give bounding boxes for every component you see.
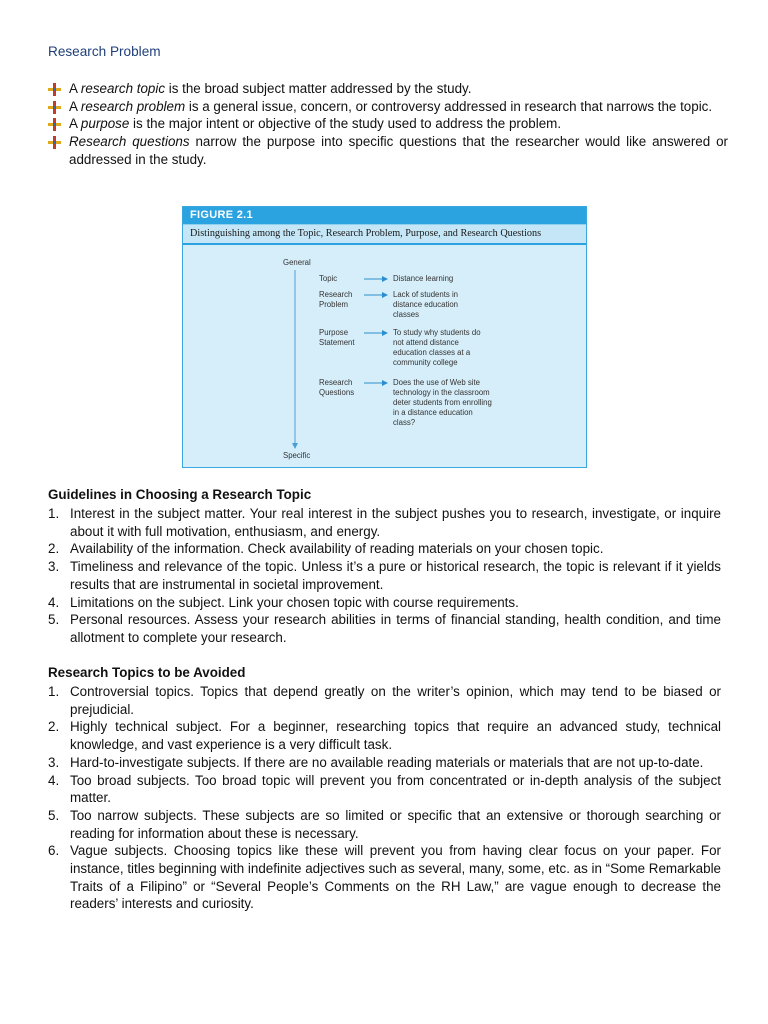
list-item: 2. Highly technical subject. For a beginner, researching topics that require an advanced study, technical knowledge, and vast experience is a very difficult task. (48, 719, 721, 753)
pushpin-icon (48, 83, 61, 96)
term: research topic (80, 81, 166, 96)
list-item: 5. Too narrow subjects. These subjects are so limited or specific that an extensive or thorough searching or reading for information about these is necessary. (48, 807, 721, 841)
figure-label: FIGURE 2.1 (183, 207, 586, 224)
row-description: Lack of students in distance education classes (393, 290, 459, 319)
section-title: Research Problem (48, 44, 161, 59)
list-item: 2. Availability of the information. Check availability of reading materials on your chosen topic. (48, 541, 604, 557)
list-item: A research problem is a general issue, concern, or controversy addressed in research that narrows the topic. (48, 98, 728, 116)
row-term: Topic (319, 274, 338, 283)
list-item: 3. Timeliness and relevance of the topic. Unless it’s a pure or historical research, the topic is relevant if it yields results that are instrumental in societal improvement. (48, 559, 721, 592)
list-item: 5. Personal resources. Assess your research abilities in terms of financial standing, health condition, and time allotment to complete your research. (48, 612, 721, 645)
term: research problem (80, 98, 186, 114)
guidelines-heading: Guidelines in Choosing a Research Topic (48, 487, 312, 502)
list-item: A purpose is the major intent or objective of the study used to address the problem. (48, 115, 728, 133)
pushpin-icon (48, 118, 61, 131)
row-description: Distance learning (393, 274, 454, 283)
row-term: Purpose Statement (319, 328, 355, 347)
definition-list (48, 80, 728, 169)
row-description: To study why students do not attend distance education classes at a community college (393, 328, 481, 367)
general-label: General (283, 258, 311, 267)
guidelines-list (48, 505, 721, 647)
figure-caption: Distinguishing among the Topic, Research Problem, Purpose, and Research Questions (183, 224, 586, 245)
figure-box (182, 206, 587, 468)
list-item: 3. Hard-to-investigate subjects. If there are no available reading materials or materials that are not up-to-date. (48, 754, 704, 770)
list-item: 1. Interest in the subject matter. Your real interest in the subject pushes you to research, investigate, or inquire about it with full motivation, enthusiasm, and energy. (48, 506, 721, 539)
list-item: Research questions narrow the purpose into specific questions that the researcher would like answered or addressed in the study. (48, 133, 728, 168)
list-item: 4. Limitations on the subject. Link your chosen topic with course requirements. (48, 594, 519, 610)
list-item: 4. Too broad subjects. Too broad topic will prevent you from concentrated or in-depth analysis of the subject matter. (48, 772, 721, 806)
avoid-list (48, 683, 721, 913)
list-item: A research topic is the broad subject matter addressed by the study. (48, 80, 728, 98)
diagram-lines (183, 245, 586, 467)
row-term: Research Problem (319, 290, 353, 309)
row-term: Research Questions (319, 378, 355, 397)
pushpin-icon (48, 101, 61, 114)
term: Research questions (69, 134, 190, 150)
specific-label: Specific (283, 451, 311, 460)
term: purpose (80, 116, 130, 132)
row-description: Does the use of Web site technology in the classroom deter students from enrolling in a distance education class? (393, 378, 492, 427)
avoid-heading: Research Topics to be Avoided (48, 665, 246, 680)
list-item: 1. Controversial topics. Topics that depend greatly on the writer’s opinion, which may tend to be biased or prejudicial. (48, 684, 721, 717)
list-item: 6. Vague subjects. Choosing topics like these will prevent you from having clear focus on your paper. For instance, titles beginning with indefinite adjectives such as several, many, some, etc. as in “Some Remarkable Traits of a Filipino” or “Several People’s Comments on the RH Law,” are vague enough to decrease the readers’ interests and curiosity. (48, 843, 722, 912)
figure-diagram (183, 245, 586, 467)
pushpin-icon (48, 136, 61, 149)
